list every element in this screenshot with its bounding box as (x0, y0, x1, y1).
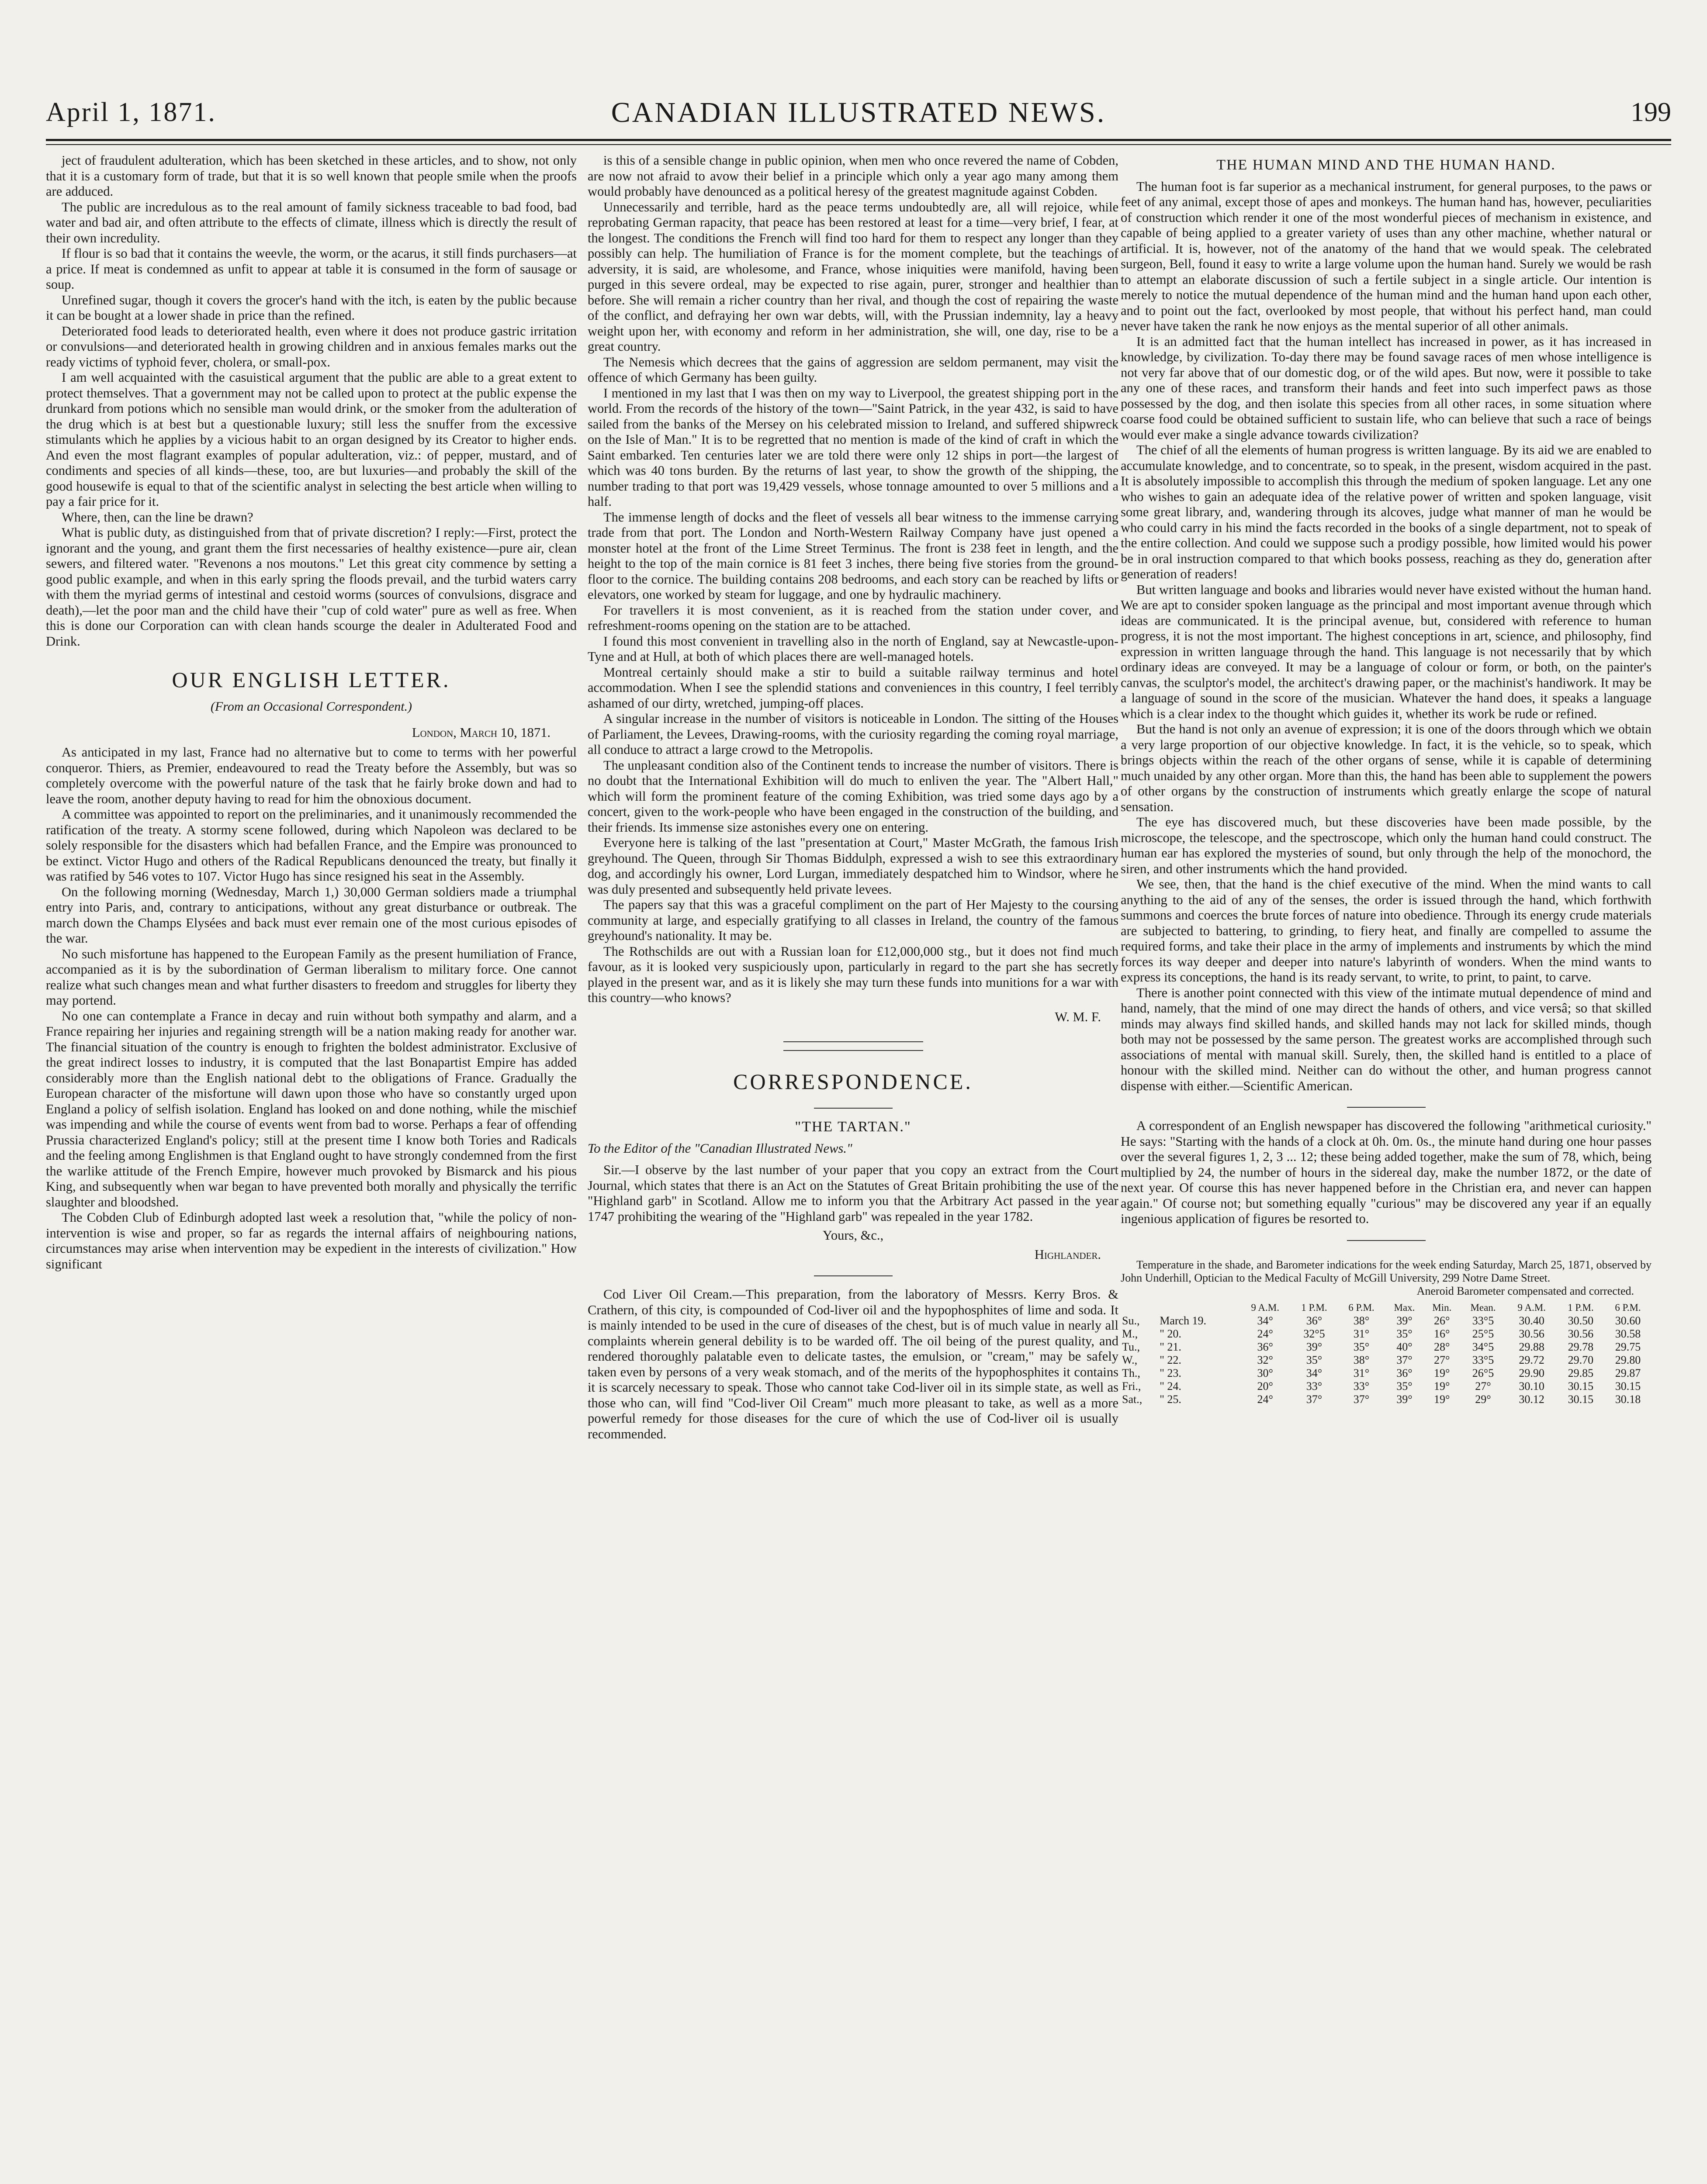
letter-paragraph: Everyone here is talking of the last "presentation at Court," Master McGrath, the famous Irish greyhound. The Queen, through Sir Thomas Biddulph, expressed a wish to see this extraordinary dog, and accordingly his owner, Lord Lurgan, immediately despatched him to Windsor, where he was duly presented and subsequently held private levees. (588, 835, 1118, 897)
table-cell: 30.15 (1615, 1379, 1641, 1393)
table-cell: Th., (1122, 1366, 1140, 1379)
temperature-intro: Temperature in the shade, and Barometer indications for the week ending Saturday, March 25, 1871, observed by John Underhill, Optician to the Medical Faculty of McGill University, 299 Notre Dame Street. (1121, 1258, 1652, 1284)
tartan-signature: Highlander. (1034, 1247, 1101, 1262)
table-cell: 36° (1396, 1366, 1413, 1379)
article-paragraph: The eye has discovered much, but these discoveries have been made possible, by the microscope, the telescope, and the spectroscope, which only the human hand could construct. The human ear has explored the mysteries of sound, but only through the help of the monochord, the siren, and other instruments which the hand provided. (1121, 815, 1652, 876)
tartan-addressee: To the Editor of the "Canadian Illustrated News." (588, 1140, 852, 1156)
letter-paragraph: As anticipated in my last, France had no alternative but to come to terms with her powerful conqueror. Thiers, as Premier, endeavoured to read the Treaty before the Assembly, but was so completely overcome with the powerful nature of the task that he fairly broke down and had to leave the room, another deputy having to read for him the obnoxious document. (46, 745, 577, 806)
table-cell: 39° (1396, 1393, 1413, 1406)
table-cell: 33°5 (1472, 1353, 1494, 1366)
table-cell: 29.88 (1519, 1340, 1544, 1353)
column-3 (1121, 153, 1652, 2184)
table-cell: 29.72 (1519, 1353, 1544, 1366)
letter-dateline: London, March 10, 1871. (412, 725, 551, 740)
page-number: 199 (1631, 97, 1671, 127)
short-rule (814, 1108, 893, 1109)
table-cell: 20° (1257, 1379, 1273, 1393)
letter-paragraph: The unpleasant condition also of the Continent tends to increase the number of visitors. There is no doubt that the International Exhibition will do much to enliven the year. The "Albert Hall," which will form the prominent feature of the coming Exhibition, was tried some days ago by a concert, given to the work-people who have been engaged in the construction of the building, and their friends. Its immense size astonishes every one on entering. (588, 757, 1118, 835)
table-cell: 38° (1353, 1353, 1370, 1366)
article-paragraph: We see, then, that the hand is the chief executive of the mind. When the mind wants to call anything to the aid of any of the senses, the order is issued through the hand, which forthwith summons and coerces the brute forces of nature into obedience. Through its energy crude materials are subjected to battering, to grinding, to fiery heat, and finally are compelled to assume the required forms, and take their place in the army of implements and instruments by which the mind forces its way deeper and deeper into nature's labyrinth of wonders. When the mind wants to express its conceptions, the hand is its ready servant, to write, to print, to paint, to carve. (1121, 877, 1652, 985)
table-cell: 36° (1306, 1314, 1323, 1327)
letter-paragraph: No such misfortune has happened to the European Family as the present humiliation of France, accompanied as it is by the subordination of German liberalism to military force. One cannot realize what such changes mean and what further disasters to freedom and struggles for liberty they may portend. (46, 946, 577, 1008)
table-cell: " 24. (1160, 1379, 1181, 1393)
article-paragraph: But written language and books and libraries would never have existed without the human hand. We are apt to consider spoken language as the principal and most important avenue through which ideas are communicated. It is the principal avenue, but, considered with reference to human progress, it is not the most important. The highest conceptions in art, science, and philosophy, find expression in written language through the hand. This language is not necessarily that by which ordinary ideas are conveyed. It may be a language of colour or form, or both, on the painter's canvas, the sculptor's model, the architect's drawing paper, or the machinist's handiwork. It may be a language of sound in the score of the musician. Whatever the hand does, it speaks a language which is a clear index to the thought which guides it, whether its work be rude or refined. (1121, 582, 1652, 721)
table-cell: 24° (1257, 1393, 1273, 1406)
table-cell: 29° (1475, 1393, 1491, 1406)
table-row (1121, 1327, 1652, 1341)
table-cell: 39° (1396, 1314, 1413, 1327)
letter-paragraph: I found this most convenient in travelling also in the north of England, say at Newcastle-upon-Tyne and at Hull, at both of which places there are well-managed hotels. (588, 633, 1118, 664)
correspondence-heading: CORRESPONDENCE. (733, 1069, 973, 1094)
table-cell: " 25. (1160, 1393, 1181, 1406)
table-cell: Su., (1122, 1314, 1140, 1327)
table-cell: M., (1122, 1327, 1138, 1340)
table-cell: " 20. (1160, 1327, 1181, 1340)
letter-paragraph: The papers say that this was a graceful compliment on the part of Her Majesty to the coursing community at large, and especially gratifying to all classes in Ireland, the country of the famous greyhound's nationality. It may be. (588, 897, 1118, 943)
table-cell: 30.56 (1568, 1327, 1594, 1340)
letter-paragraph: A singular increase in the number of visitors is noticeable in London. The sitting of the Houses of Parliament, the Levees, Drawing-rooms, with the curiosity regarding the coming royal marriage, all conduce to attract a large crowd to the Metropolis. (588, 711, 1118, 757)
column-2 (588, 153, 1118, 2184)
table-cell: 26°5 (1472, 1366, 1494, 1379)
table-cell: Fri., (1122, 1379, 1141, 1393)
table-cell: 32°5 (1303, 1327, 1325, 1340)
table-row (1121, 1354, 1652, 1367)
table-cell: 33° (1306, 1379, 1323, 1393)
english-letter-heading: OUR ENGLISH LETTER. (172, 667, 451, 692)
table-row (1121, 1393, 1652, 1406)
table-cell: 19° (1434, 1393, 1450, 1406)
table-cell: " 23. (1160, 1366, 1181, 1379)
human-hand-heading: THE HUMAN MIND AND THE HUMAN HAND. (1216, 157, 1556, 173)
table-cell: 29.75 (1615, 1340, 1641, 1353)
masthead-rule (46, 139, 1671, 141)
letter-paragraph: Montreal certainly should make a stir to build a suitable railway terminus and hotel accommodation. When I see the splendid stations and conveniences in this country, I feel terribly ashamed of our dirty, wretched, jumping-off places. (588, 664, 1118, 711)
table-cell: 30.58 (1615, 1327, 1641, 1340)
masthead (46, 92, 1671, 133)
english-letter-subheading: (From an Occasional Correspondent.) (210, 699, 412, 714)
table-cell: March 19. (1160, 1314, 1207, 1327)
table-row (1121, 1380, 1652, 1393)
weather-table-header-row (1121, 1301, 1652, 1314)
table-cell: 31° (1353, 1327, 1370, 1340)
letter-paragraph: The Nemesis which decrees that the gains of aggression are seldom permanent, may visit the offence of which Germany has been guilty. (588, 354, 1118, 385)
cod-liver-oil-paragraph: Cod Liver Oil Cream.—This preparation, from the laboratory of Messrs. Kerry Bros. & Crathern, of this city, is compounded of Cod-liver oil and the hypophosphites of lime and soda. It is mainly intended to be used in the cure of diseases of the chest, but is of much value in nearly all complaints wherein general debility is to be warded off. The oil being of the purest quality, and rendered thoroughly palatable even to delicate tastes, the emulsion, or "cream," may be safely taken even by persons of a very weak stomach, and of the merits of the hypophosphites it contains it is scarcely necessary to speak. Those who cannot take Cod-liver oil in its simple state, as well as those who can, will find "Cod-liver Oil Cream" much more pleasant to take, as well as a more powerful remedy for those diseases for the cure of which the use of Cod-liver oil is usually recommended. (588, 1287, 1118, 1441)
table-cell: 36° (1257, 1340, 1273, 1353)
table-cell: 30.60 (1615, 1314, 1641, 1327)
table-cell: 33°5 (1472, 1314, 1494, 1327)
column-header: 9 A.M. (1251, 1302, 1279, 1313)
tartan-closing: Yours, &c., (822, 1228, 884, 1243)
short-rule (814, 1275, 893, 1276)
table-cell: 27° (1475, 1379, 1491, 1393)
article-paragraph: Deteriorated food leads to deteriorated health, even where it does not produce gastric irritation or convulsions—and deteriorated health in growing children and in anxious females marks out the ready victims of typhoid fever, cholera, or small-pox. (46, 323, 577, 370)
table-cell: 30.18 (1615, 1393, 1641, 1406)
letter-paragraph: On the following morning (Wednesday, March 1,) 30,000 German soldiers made a triumphal entry into Paris, and, contrary to anticipations, without any great disturbance or outbreak. The march down the Champs Elysées and back must ever remain one of the most curious episodes of the war. (46, 884, 577, 946)
table-cell: 27° (1434, 1353, 1450, 1366)
table-cell: 34°5 (1472, 1340, 1494, 1353)
table-cell: 37° (1353, 1393, 1370, 1406)
article-paragraph: ject of fraudulent adulteration, which has been sketched in these articles, and to show, not only that it is a customary form of trade, but that it is so well known that people smile when the proofs are adduced. (46, 153, 577, 199)
table-cell: 29.80 (1615, 1353, 1641, 1366)
table-cell: 34° (1306, 1366, 1323, 1379)
column-header: 1 P.M. (1568, 1302, 1594, 1313)
table-cell: W., (1122, 1353, 1138, 1366)
letter-paragraph: No one can contemplate a France in decay and ruin without both sympathy and alarm, and a France repairing her injuries and regaining strength will be a nation making ready for another war. The financial situation of the country is enough to frighten the boldest administrator. Exclusive of the great indirect losses to industry, it is computed that the last Bonapartist Empire has added considerably more than the English national debt to the obligations of France. Gradually the European character of the misfortune will dawn upon those who have so constantly urged upon England a policy of selfish isolation. England has looked on and done nothing, while the mischief was impending and while the course of events went from bad to worse. Perhaps a fear of offending Prussia characterized England's policy; still at the present time I know both Tories and Radicals and the feeling among Englishmen is that England ought to have strongly condemned from the first the warlike attitude of the French Empire, however much provoked by Bismarck and his pious King, and subsequently when war began to have prevented both morally and physically the terrific slaughter and bloodshed. (46, 1008, 577, 1209)
letter-paragraph: For travellers it is most convenient, as it is reached from the station under cover, and refreshment-rooms opening on the station are to be attached. (588, 602, 1118, 633)
table-cell: 28° (1434, 1340, 1450, 1353)
letter-paragraph: The Cobden Club of Edinburgh adopted last week a resolution that, "while the policy of non-intervention is wise and proper, so far as regards the internal affairs of neighbouring nations, circumstances may arise when intervention may be expedient in the interests of civilization." How significant (46, 1210, 577, 1272)
section-divider (783, 1041, 923, 1051)
table-cell: " 21. (1160, 1340, 1181, 1353)
column-1 (46, 153, 577, 2184)
column-header: 1 P.M. (1301, 1302, 1327, 1313)
letter-paragraph: Unnecessarily and terrible, hard as the peace terms undoubtedly are, all will rejoice, while reprobating German rapacity, that peace has been restored at least for a time—very brief, I fear, at the longest. The conditions the French will find too hard for them to respect any longer than they possibly can help. The humiliation of France is for the moment complete, but the teachings of adversity, it is said, are wholesome, and France, whose iniquities were manifold, having been purged in this severe ordeal, may be expected to rise again, purer, stronger and healthier than before. She will remain a richer country than her rival, and though the cost of repairing the waste of the conflict, and defraying her own war debts, will, with the Prussian indemnity, lay a heavy weight upon her, with economy and reform in her administration, she will, one day, rise to be a great country. (588, 199, 1118, 354)
table-cell: Tu., (1122, 1340, 1140, 1353)
column-header (1158, 1301, 1240, 1314)
table-cell: 29.87 (1615, 1366, 1641, 1379)
column-header: Min. (1432, 1302, 1452, 1313)
column-header: 9 A.M. (1517, 1302, 1546, 1313)
tartan-heading: "THE TARTAN." (795, 1119, 911, 1135)
column-header: Mean. (1470, 1302, 1496, 1313)
table-cell: " 22. (1160, 1353, 1181, 1366)
table-cell: 29.90 (1519, 1366, 1544, 1379)
table-cell: 30.56 (1519, 1327, 1544, 1340)
column-header: 6 P.M. (1615, 1302, 1641, 1313)
article-paragraph: What is public duty, as distinguished from that of private discretion? I reply:—First, protect the ignorant and the young, and grant them the first necessaries of healthy existence—pure air, clean sewers, and filtered water. "Revenons a nos moutons." Let this great city commence by setting a good public example, and when in this early spring the floods prevail, and the turbid waters carry with them the myriad germs of intestinal and cestoid worms (sources of convulsions, disgrace and death),—let the poor man and the child have their "cup of cold water" pure as well as free. When this is done our Corporation can with clean hands scourge the dealer in Adulterated Food and Drink. (46, 525, 577, 649)
letter-paragraph: I mentioned in my last that I was then on my way to Liverpool, the greatest shipping port in the world. From the records of the history of the town—"Saint Patrick, in the year 432, is said to have sailed from the banks of the Mersey on his celebrated mission to Ireland, and suffered shipwreck on the Isle of Man." It is to be regretted that no mention is made of the kind of craft in which the Saint embarked. Ten centuries later we are told there were only 12 ships in port—the largest of which was 40 tons burden. By the returns of last year, to show the growth of the shipping, the number trading to that port was 19,429 vessels, whose tonnage amounted to over 5 millions and a half. (588, 385, 1118, 509)
table-cell: 39° (1306, 1340, 1323, 1353)
masthead-rule-thin (46, 144, 1671, 145)
newspaper-title: CANADIAN ILLUSTRATED NEWS. (611, 97, 1106, 128)
table-cell: 35° (1396, 1379, 1413, 1393)
article-paragraph: Unrefined sugar, though it covers the grocer's hand with the itch, is eaten by the public because it can be bought at a lower shade in price than the refined. (46, 292, 577, 323)
table-cell: 30° (1257, 1366, 1273, 1379)
table-cell: 34° (1257, 1314, 1273, 1327)
tartan-letter-body: Sir.—I observe by the last number of your paper that you copy an extract from the Court Journal, which states that there is an Act on the Statutes of Great Britain prohibiting the use of the "Highland garb" in Scotland. Allow me to inform you that the Arbitrary Act passed in the year 1747 prohibiting the wearing of the "Highland garb" was repealed in the year 1782. (588, 1162, 1118, 1224)
table-cell: 35° (1353, 1340, 1370, 1353)
letter-signature: W. M. F. (1055, 1009, 1101, 1024)
table-cell: 37° (1396, 1353, 1413, 1366)
article-paragraph: If flour is so bad that it contains the weevle, the worm, or the acarus, it still finds purchasers—at a price. If meat is condemned as unfit to appear at table it is consumed in the form of sausage or soup. (46, 246, 577, 292)
letter-paragraph: The Rothschilds are out with a Russian loan for £12,000,000 stg., but it does not find much favour, as it is looked very suspiciously upon, particularly in regard to the part she has secretly played in the present war, and as it is likely she may turn these funds into munitions for a war with this country—who knows? (588, 943, 1118, 1005)
table-cell: 38° (1353, 1314, 1370, 1327)
weather-table-body (1121, 1314, 1652, 1406)
short-rule (1347, 1107, 1426, 1108)
table-cell: 24° (1257, 1327, 1273, 1340)
column-header: 6 P.M. (1348, 1302, 1375, 1313)
table-cell: 29.78 (1568, 1340, 1594, 1353)
table-cell: 35° (1396, 1327, 1413, 1340)
article-paragraph: But the hand is not only an avenue of expression; it is one of the doors through which we obtain a very large proportion of our objective knowledge. In fact, it is the vehicle, so to speak, which brings objects within the reach of the other organs of sense, while it is capable of determining much unaided by any other organ. More than this, the hand has been able to supplement the powers of other organs by the construction of instruments which greatly enlarge the scope of natural sensation. (1121, 722, 1652, 814)
article-paragraph: The public are incredulous as to the real amount of family sickness traceable to bad food, bad water and bad air, and often attribute to the effects of climate, illness which is directly the result of their own incredulity. (46, 199, 577, 245)
table-row (1121, 1314, 1652, 1327)
table-cell: 19° (1434, 1366, 1450, 1379)
table-cell: 29.85 (1568, 1366, 1594, 1379)
issue-date: April 1, 1871. (46, 97, 216, 127)
table-cell: 33° (1353, 1379, 1370, 1393)
letter-paragraph: A committee was appointed to report on the preliminaries, and it unanimously recommended the ratification of the treaty. A stormy scene followed, during which Napoleon was declared to be solely responsible for the disasters which had befallen France, and the Empire was pronounced to be extinct. Victor Hugo and others of the Radical Republicans denounced the treaty, but finally it was ratified by 546 votes to 107. Victor Hugo has since resigned his seat in the Assembly. (46, 807, 577, 884)
article-paragraph: There is another point connected with this view of the intimate mutual dependence of mind and hand, namely, that the mind of one may direct the hands of others, and vice versâ; so that skilled minds may always find skilled hands, and skilled hands may not lack for skilled minds, though both may not be possessed by the same person. The greatest works are accomplished through such associations of mental with manual skill. Surely, then, the skilled hand is entitled to a place of honour with the skilled mind. Neither can do without the other, and human progress cannot dispense with either.—Scientific American. (1121, 985, 1652, 1093)
table-cell: 35° (1306, 1353, 1323, 1366)
table-cell: 30.12 (1519, 1393, 1544, 1406)
table-cell: 19° (1434, 1379, 1450, 1393)
table-cell: 30.10 (1519, 1379, 1544, 1393)
table-cell: 30.50 (1568, 1314, 1594, 1327)
table-row (1121, 1367, 1652, 1380)
article-paragraph: I am well acquainted with the casuistical argument that the public are able to a great extent to protect themselves. That a government may not be called upon to protect at the public expense the drunkard from potions which no sensible man would drink, or the smoker from the adulteration of the drug which is at best but a questionable luxury; still less the snuffer from the excessive stimulants which he applies by a vicious habit to an organ designed by its Creator to higher ends. And even the most flagrant examples of popular adulteration, viz.: of pepper, mustard, and of condiments and species of all kinds—these, too, are but luxuries—and probably the skill of the good housewife is equal to that of the scientific analyst in selecting the best article when willing to pay a fair price for it. (46, 370, 577, 509)
table-cell: 30.40 (1519, 1314, 1544, 1327)
article-paragraph: Where, then, can the line be drawn? (62, 509, 253, 525)
table-cell: Sat., (1122, 1393, 1143, 1406)
barometer-caption: Aneroid Barometer compensated and corrected. (1416, 1284, 1634, 1297)
article-paragraph: It is an admitted fact that the human intellect has increased in power, as it has increased in knowledge, by civilization. To-day there may be found savage races of men whose intelligence is not very far above that of our domestic dog, or of the wild apes. But now, were it possible to take any one of these races, and transform their hands and feet into such imperfect paws as those possessed by the dog, and then isolate this species from all other races, in some situation where coarse food could be obtained sufficient to sustain life, who can believe that such a race of beings would ever make a single advance towards civilization? (1121, 334, 1652, 442)
letter-paragraph: The immense length of docks and the fleet of vessels all bear witness to the immense carrying trade from that port. The London and North-Western Railway Company have just opened a monster hotel at the front of the Lime Street Terminus. The front is 238 feet in length, and the height to the top of the main cornice is 81 feet 3 inches, there being five stories from the ground-floor to the cornice. The building contains 208 bedrooms, and each story can be reached by lifts or elevators, one worked by steam for luggage, and one by hydraulic machinery. (588, 509, 1118, 602)
clock-curiosity-paragraph: A correspondent of an English newspaper has discovered the following "arithmetical curiosity." He says: "Starting with the hands of a clock at 0h. 0m. 0s., the minute hand during one hour passes over the several figures 1, 2, 3 ... 12; these being added together, make the sum of 78, which, being multiplied by 24, the number of hours in the sidereal day, make the number 1872, or the date of next year. Of course this has never happened before in the Christian era, and never can happen again." Of course not; but something equally "curious" may be discovered any year if an equally ingenious application of figures be resorted to. (1121, 1118, 1652, 1226)
table-cell: 32° (1257, 1353, 1273, 1366)
table-cell: 37° (1306, 1393, 1323, 1406)
weather-table (1121, 1301, 1652, 1406)
table-cell: 26° (1434, 1314, 1450, 1327)
table-cell: 40° (1396, 1340, 1413, 1353)
table-cell: 29.70 (1568, 1353, 1594, 1366)
short-rule (1347, 1240, 1426, 1241)
column-header (1121, 1301, 1158, 1314)
table-cell: 30.15 (1568, 1379, 1594, 1393)
article-paragraph: The human foot is far superior as a mechanical instrument, for general purposes, to the paws or feet of any animal, except those of apes and monkeys. The human hand has, however, peculiarities of construction which render it one of the most wonderful pieces of mechanism in existence, and capable of being applied to a greater variety of uses than any other machine, whether natural or artificial. It is, however, not of the anatomy of the hand that we would speak. The celebrated surgeon, Bell, found it easy to write a large volume upon the human hand. Surely we would be rash to attempt an elaborate discussion of such a fertile subject in a single article. Our intention is merely to notice the mutual dependence of the human mind and the human hand upon each other, and to point out the fact, overlooked by most people, that without his perfect hand, man could never have taken the rank he now enjoys as the mental superior of all other animals. (1121, 179, 1652, 333)
column-header: Max. (1394, 1302, 1415, 1313)
table-cell: 31° (1353, 1366, 1370, 1379)
table-cell: 30.15 (1568, 1393, 1594, 1406)
table-cell: 16° (1434, 1327, 1450, 1340)
article-paragraph: The chief of all the elements of human progress is written language. By its aid we are enabled to accumulate knowledge, and to concentrate, so to speak, in the present, wisdom acquired in the past. It is absolutely impossible to accomplish this through the medium of spoken language. Let any one who wishes to gain an adequate idea of the relative power of written and spoken language, visit some great library, and, wandering through its alcoves, judge what manner of man he would be who could carry in his mind the facts recorded in the books of a single department, not to speak of the entire collection. And could we suppose such a prodigy possible, how limited would his power be in oral instruction compared to that which books possess, reaching as they do, generation after generation of readers! (1121, 442, 1652, 581)
table-cell: 25°5 (1472, 1327, 1494, 1340)
table-row (1121, 1341, 1652, 1354)
letter-paragraph: is this of a sensible change in public opinion, when men who once revered the name of Cobden, are now not afraid to avow their belief in a principle which only a year ago many among them would probably have denounced as a political heresy of the greatest magnitude against Cobden. (588, 153, 1118, 199)
